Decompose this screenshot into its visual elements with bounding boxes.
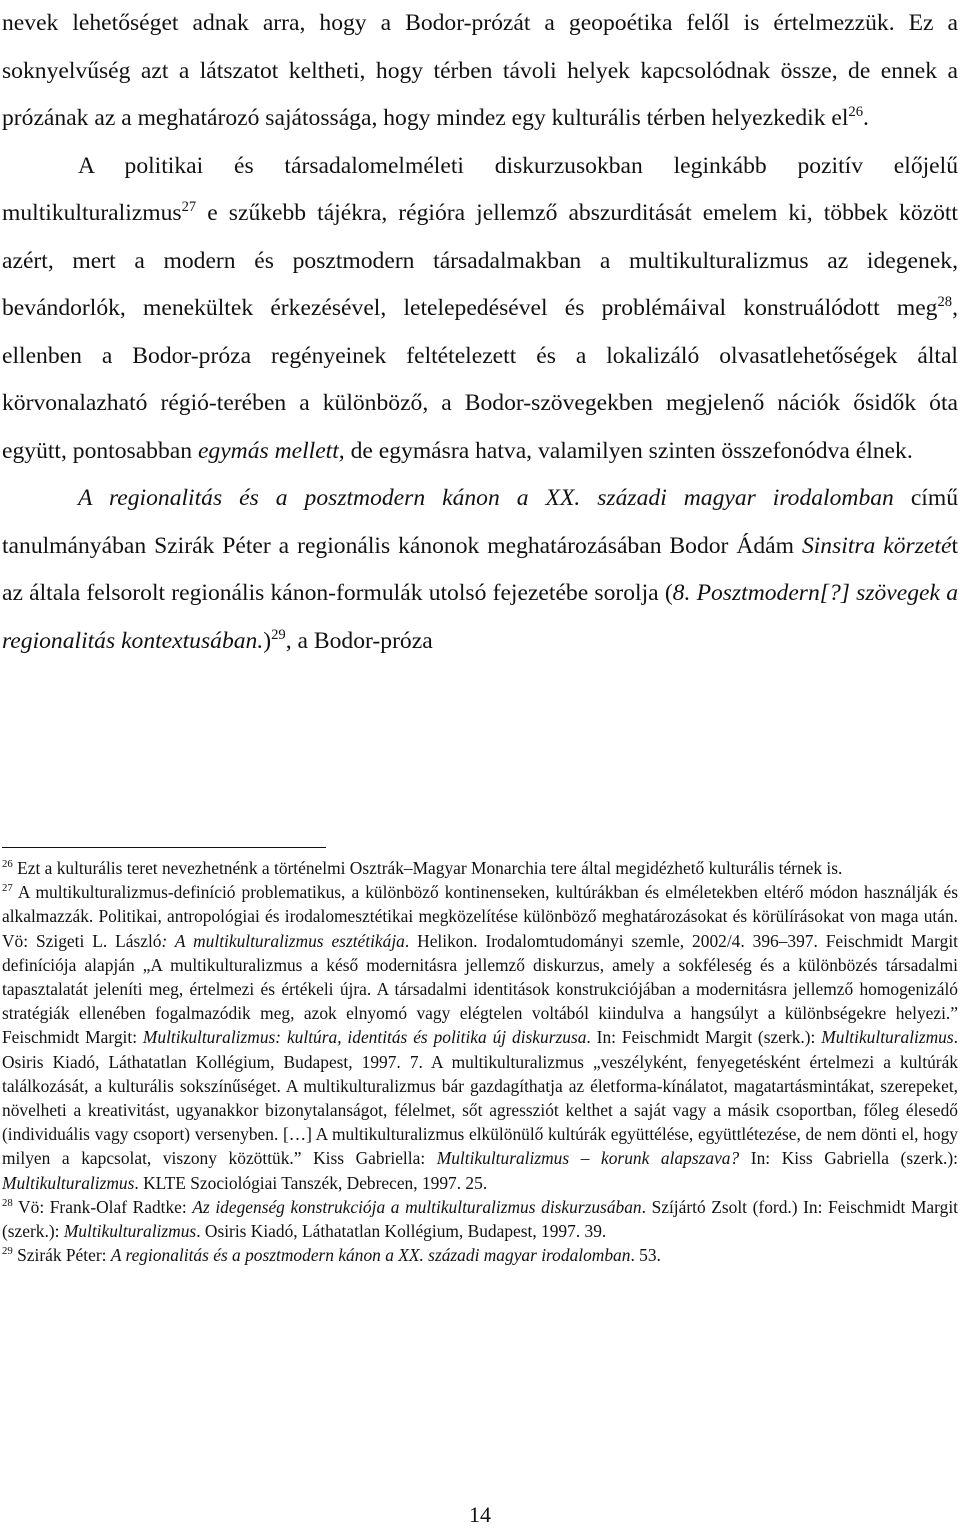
footnote-cited-title: Multikulturalizmus – korunk alapszava?: [436, 1148, 740, 1169]
footnote-number: 26: [2, 858, 13, 871]
footnote-text: . KLTE Szociológiai Tanszék, Debrecen, 1997. 25.: [134, 1172, 488, 1193]
footnote-text: Szirák Péter:: [12, 1245, 111, 1266]
paragraph-3-text-d: , a Bodor-próza: [285, 627, 433, 654]
footnote-28: [2, 1195, 958, 1243]
paragraph-3-cited-work: Sinsitra körzeté: [801, 532, 952, 559]
paragraph-3-text-c: ): [263, 627, 272, 654]
footnote-cited-title: : A multikulturalizmus esztétikája: [161, 930, 405, 951]
footnote-text: . Szíjártó Zsolt (ford.) In: Feischmidt Margit (szerk.):: [2, 1196, 958, 1242]
footnote-cited-title: A regionalitás és a posztmodern kánon a XX. századi magyar irodalomban: [110, 1245, 631, 1266]
footnote-27: [2, 880, 958, 1195]
paragraph-3-text-a: című tanulmányában Szirák Péter a regionális kánonok meghatározásában Bodor Ádám: [2, 485, 959, 559]
footnote-text: . Osiris Kiadó, Láthatatlan Kollégium, Budapest, 1997. 39.: [196, 1221, 607, 1242]
footnote-cited-title: Az idegenség konstrukciója a multikulturalizmus diskurzusában: [192, 1196, 642, 1217]
paragraph-3: [2, 475, 958, 665]
main-text: [2, 0, 958, 665]
paragraph-2-text-b: e szűkebb tájékra, régióra jellemző abszurditását emelem ki, többek között azért, mert a modern és posztmodern társadalmakban a multikulturalizmus az idegenek, bevándorlók, menekültek érkezésével, letelepedésével és problémáival konstruálódott meg: [2, 200, 958, 321]
footnote-text: . Helikon. Irodalomtudományi szemle, 2002/4. 396–397. Feischmidt Margit definíciója alapján „A multikulturalizmus a késő modernitásra jellemző diskurzus, amely a sokféleség és a különbözés társadalmi tapasztalatát jeleníti meg, értelmezi és értékeli újra. A társadalmi identitások konstrukciójában a modernitásra jellemző homogenizáló stratégiák ellenében fogalmazódik meg, azok elnyomó vagy elégtelen voltából kiindulva a hangsúlyt a különbségekre helyezi.” Feischmidt Margit:: [2, 930, 958, 1048]
page-number: 14: [469, 1502, 491, 1527]
footnote-separator: [2, 847, 326, 848]
paragraph-3-cited-title: A regionalitás és a posztmodern kánon a XX. századi magyar irodalomban: [78, 485, 894, 511]
footnote-29: [2, 1243, 958, 1267]
paragraph-2-text-c: , ellenben a Bodor-próza regényeinek feltételezett és a lokalizáló olvasatlehetőségek által körvonalazható régió-terében a különböző, a Bodor-szövegekben megjelenő nációk ősidők óta együtt, pontosabban: [2, 295, 958, 464]
footnote-number: 28: [2, 1197, 13, 1210]
footnote-26: [2, 856, 958, 880]
footnote-ref-28[interactable]: 28: [937, 294, 953, 311]
footnote-text: A multikulturalizmus-definíció problematikus, a különböző kontinenseken, kultúrákban és elméletekben eltérő módon használják és alkalmazzák. Politikai, antropológiai és irodalomesztétikai megközelítése különböző meghatározásokat és körülírásokat von maga után. Vö: Szigeti L. László: [2, 882, 958, 951]
paragraph-3-cited-chapter: 8. Posztmodern[?] szövegek a regionalitás kontextusában.: [2, 580, 958, 654]
footnote-cited-title: Multikulturalizmus: [63, 1221, 197, 1242]
paragraph-1-text: nevek lehetőséget adnak arra, hogy a Bodor-prózát a geopoétika felől is értelmezzük. Ez a soknyelvűség azt a látszatot keltheti, hogy térben távoli helyek kapcsolódnak össze, de ennek a prózának az a meghatározó sajátossága, hogy mindez egy kulturális térben helyezkedik el: [2, 10, 958, 131]
footnote-text: . 53.: [630, 1245, 661, 1266]
paragraph-2-text-a: A politikai és társadalomelméleti diskurzusokban leginkább pozitív előjelű multikulturalizmus: [2, 152, 958, 226]
paragraph-2-emphasis: egymás mellett,: [197, 437, 345, 464]
footnote-number: 27: [2, 882, 13, 895]
paragraph-2-text-d: de egymásra hatva, valamilyen szinten összefonódva élnek.: [344, 437, 913, 464]
footnote-text: In: Kiss Gabriella (szerk.):: [739, 1148, 958, 1169]
footnote-cited-title: Multikulturalizmus: [821, 1027, 954, 1048]
footnote-cited-title: Multikulturalizmus: kultúra, identitás és politika új diskurzusa: [142, 1027, 587, 1048]
footnote-ref-27[interactable]: 27: [181, 199, 197, 216]
paragraph-1: [2, 0, 958, 143]
footnotes: [2, 856, 958, 1267]
footnote-text: . Osiris Kiadó, Láthatatlan Kollégium, Budapest, 1997. 7. A multikulturalizmus „veszélyként, fenyegetésként értelmezi a kultúrák találkozását, a kulturális sokszínűséget. A multikulturalizmus bár gazdagíthatja az életforma-kínálatot, magatartásmintákat, szerepeket, növelheti a kreativitást, ugyanakkor bizonytalanságot, félelmet, sőt agressziót kelthet a saját vagy a másik csoportban, főleg élesedő (individuális vagy csoport) versenyben. […] A multikulturalizmus elkülönülő kultúrák együttélése, együttlétezése, de nem dönti el, hogy milyen a kapcsolat, viszony közöttük.” Kiss Gabriella:: [2, 1027, 959, 1169]
footnote-text: Vö: Frank-Olaf Radtke:: [12, 1196, 193, 1217]
paragraph-2: [2, 143, 958, 476]
footnote-cited-title: Multikulturalizmus: [2, 1172, 135, 1193]
footnote-text: Ezt a kulturális teret nevezhetnénk a történelmi Osztrák–Magyar Monarchia tere által megidézhető kulturális térnek is.: [12, 858, 843, 878]
footnote-number: 29: [2, 1245, 13, 1258]
paragraph-3-text-b: t az általa felsorolt regionális kánon-formulák utolsó fejezetébe sorolja (: [2, 532, 958, 606]
footnote-ref-29[interactable]: 29: [271, 626, 286, 643]
footnote-ref-26[interactable]: 26: [848, 104, 864, 121]
paragraph-1-end: .: [863, 105, 869, 131]
footnote-text: . In: Feischmidt Margit (szerk.):: [586, 1027, 822, 1048]
